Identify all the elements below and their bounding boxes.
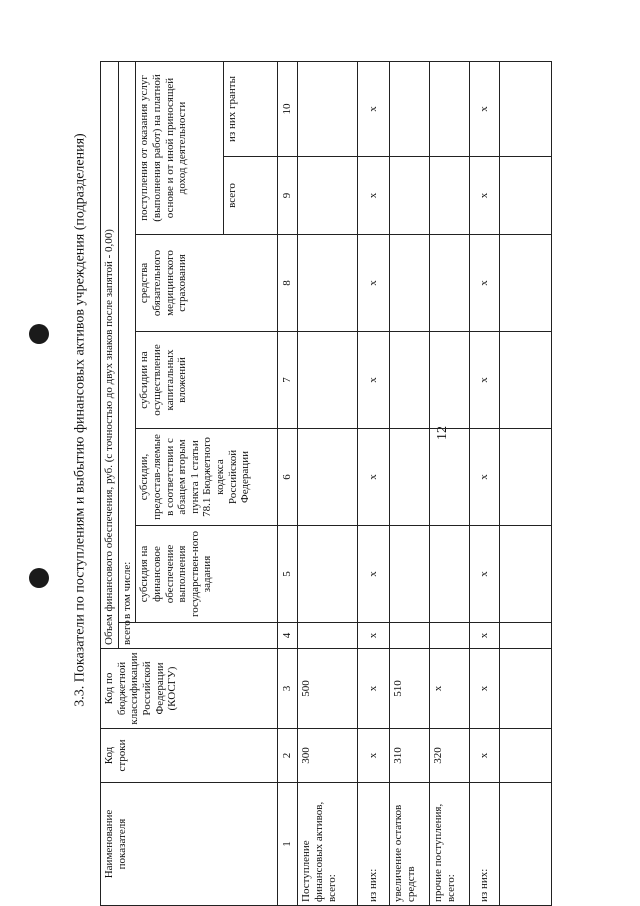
row-kosgu: х [470,649,500,729]
row-cell [500,332,552,429]
colnum-4: 4 [278,623,298,649]
header-paid-services: поступления от оказания услуг (выполнения работ) на платной основе и от иной приносящей доход деятельности [136,61,224,234]
row-cell [430,526,470,623]
row-cell [298,235,358,332]
header-oms-funds: средства обязательного медицинского страхования [136,235,278,332]
row-cell [390,332,430,429]
row-cell [430,235,470,332]
table-row [470,61,500,905]
header-paid-total: всего [224,157,278,235]
row-name: увеличение остатков средств [390,783,430,906]
row-cell: х [358,526,390,623]
colnum-5: 5 [278,526,298,623]
row-cell: х [470,332,500,429]
row-cell [390,157,430,235]
header-code: Код строки [101,729,278,783]
row-name: прочие поступления, всего: [430,783,470,906]
header-name: Наименование показателя [101,783,278,906]
row-cell: х [358,429,390,526]
colnum-3: 3 [278,649,298,729]
row-code: х [358,729,390,783]
row-kosgu: 500 [298,649,358,729]
row-cell [298,429,358,526]
row-cell [390,235,430,332]
row-cell [430,61,470,156]
colnum-7: 7 [278,332,298,429]
header-kosgu: Код по бюджетной классификации Российской Федерации (КОСГУ) [101,649,278,729]
table-row [500,61,552,905]
row-name: Поступление финансовых активов, всего: [298,783,358,906]
row-cell [390,623,430,649]
header-subsidy-capital: субсидии на осуществление капитальных вложений [136,332,278,429]
row-cell [298,61,358,156]
row-name: из них: [358,783,390,906]
row-cell [390,429,430,526]
row-cell: х [358,332,390,429]
header-grants: из них гранты [224,61,278,156]
row-name: из них: [470,783,500,906]
row-cell: х [358,157,390,235]
row-cell: х [470,61,500,156]
row-kosgu: х [430,649,470,729]
header-volume: Объем финансового обеспечения, руб. (с точностью до двух знаков после запятой - 0,00) [101,61,119,648]
row-cell: х [358,623,390,649]
header-subsidy-state-task: субсидия на финансовое обеспечение выполнения государствен-ного задания [136,526,278,623]
row-cell [390,61,430,156]
row-cell [500,61,552,156]
table-row [298,61,358,905]
row-cell: х [358,61,390,156]
colnum-2: 2 [278,729,298,783]
row-cell: х [470,235,500,332]
row-cell: х [470,526,500,623]
row-cell: х [470,429,500,526]
row-cell [430,623,470,649]
row-cell [298,623,358,649]
page-number: 12 [435,426,450,440]
row-cell [430,157,470,235]
row-cell [430,332,470,429]
row-code [500,729,552,783]
table-rotated-wrapper [100,62,544,906]
row-cell [500,526,552,623]
row-cell [298,526,358,623]
punch-hole-bottom [29,568,49,588]
punch-hole-top [29,324,49,344]
row-code: 320 [430,729,470,783]
table-row [358,61,390,905]
row-cell [298,332,358,429]
row-kosgu [500,649,552,729]
row-code: 300 [298,729,358,783]
colnum-9: 9 [278,157,298,235]
colnum-10: 10 [278,61,298,156]
financial-assets-table [100,61,552,906]
row-cell: х [358,235,390,332]
header-subsidy-78: субсидии, предостав-ляемые в соответствии с абзацем вторым пункта 1 статьи 78.1 Бюджетного кодекса Российской Федерации [136,429,278,526]
row-cell [500,235,552,332]
row-cell [500,623,552,649]
row-name [500,783,552,906]
row-cell [390,526,430,623]
row-cell [500,157,552,235]
row-kosgu: х [358,649,390,729]
row-cell [500,429,552,526]
row-code: х [470,729,500,783]
colnum-8: 8 [278,235,298,332]
row-cell: х [470,157,500,235]
header-total: всего [118,623,278,649]
colnum-1: 1 [278,783,298,906]
row-code: 310 [390,729,430,783]
table-row [390,61,430,905]
row-cell: х [470,623,500,649]
section-title: 3.3. Показатели по поступлениям и выбытию финансовых активов учреждения (подразделения) [73,133,88,707]
header-including: в том числе: [118,61,136,622]
row-cell [298,157,358,235]
table-row [430,61,470,905]
colnum-6: 6 [278,429,298,526]
row-cell [430,429,470,526]
row-kosgu: 510 [390,649,430,729]
